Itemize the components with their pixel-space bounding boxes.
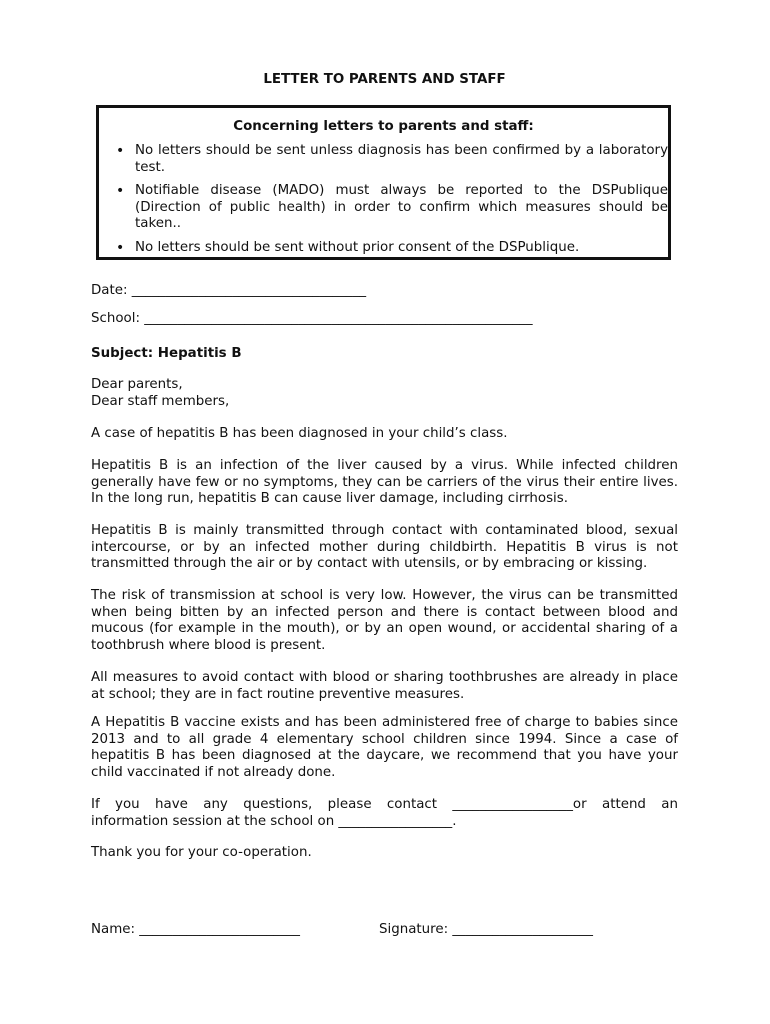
name-field: Name: ________________________ [91,922,300,937]
paragraph: The risk of transmission at school is very low. However, the virus can be transmitted when being bitten by an infected person and there is contact between blood and mucous (for example in the mouth), or by an open wound, or accidental sharing of a toothbrush where blood is present. [91,588,678,653]
letter-title: LETTER TO PARENTS AND STAFF [263,72,506,87]
date-field: Date: ___________________________________ [91,283,367,298]
signature-field: Signature: _____________________ [379,922,593,937]
bullet-icon: • [116,183,125,200]
salutation-parents: Dear parents, [91,377,183,392]
paragraph: All measures to avoid contact with blood or sharing toothbrushes are already in place at school; they are in fact routine preventive measures. [91,670,678,702]
paragraph: A case of hepatitis B has been diagnosed in your child’s class. [91,426,508,441]
notice-item [116,240,668,257]
school-field: School: __________________________________________________________ [91,311,533,326]
paragraph: Hepatitis B is an infection of the liver caused by a virus. While infected children generally have few or no symptoms, they can be carriers of the virus their entire lives. In the long run, hepatitis B can cause liver damage, including cirrhosis. [91,458,678,507]
bullet-icon: • [116,239,125,256]
paragraph: A Hepatitis B vaccine exists and has been administered free of charge to babies since 2013 and to all grade 4 elementary school children since 1994. Since a case of hepatitis B has been diagnosed at the daycare, we recommend that you have your child vaccinated if not already done. [91,715,678,780]
notice-heading: Concerning letters to parents and staff: [233,119,534,134]
salutation-staff: Dear staff members, [91,394,230,409]
notice-list [116,143,668,264]
contact-line: If you have any questions, please contact __________________or attend an [91,797,678,812]
notice-item-text: Notifiable disease (MADO) must always be reported to the DSPublique (Direction of public health) in order to confirm which measures should be taken.. [135,183,668,232]
closing-line: Thank you for your co-operation. [91,845,312,860]
notice-item-text: No letters should be sent without prior consent of the DSPublique. [135,239,580,255]
contact-line: information session at the school on _________________. [91,813,457,829]
paragraph: Hepatitis B is mainly transmitted through contact with contaminated blood, sexual intercourse, or by an infected mother during childbirth. Hepatitis B virus is not transmitted through the air or by contact with utensils, or by embracing or kissing. [91,523,678,572]
subject-line: Subject: Hepatitis B [91,346,242,361]
notice-box [96,105,671,260]
bullet-icon: • [116,143,125,159]
notice-item [116,183,668,233]
notice-item-text: No letters should be sent unless diagnosis has been confirmed by a laboratory test. [135,143,668,175]
contact-paragraph [91,797,678,830]
notice-item [116,143,668,176]
